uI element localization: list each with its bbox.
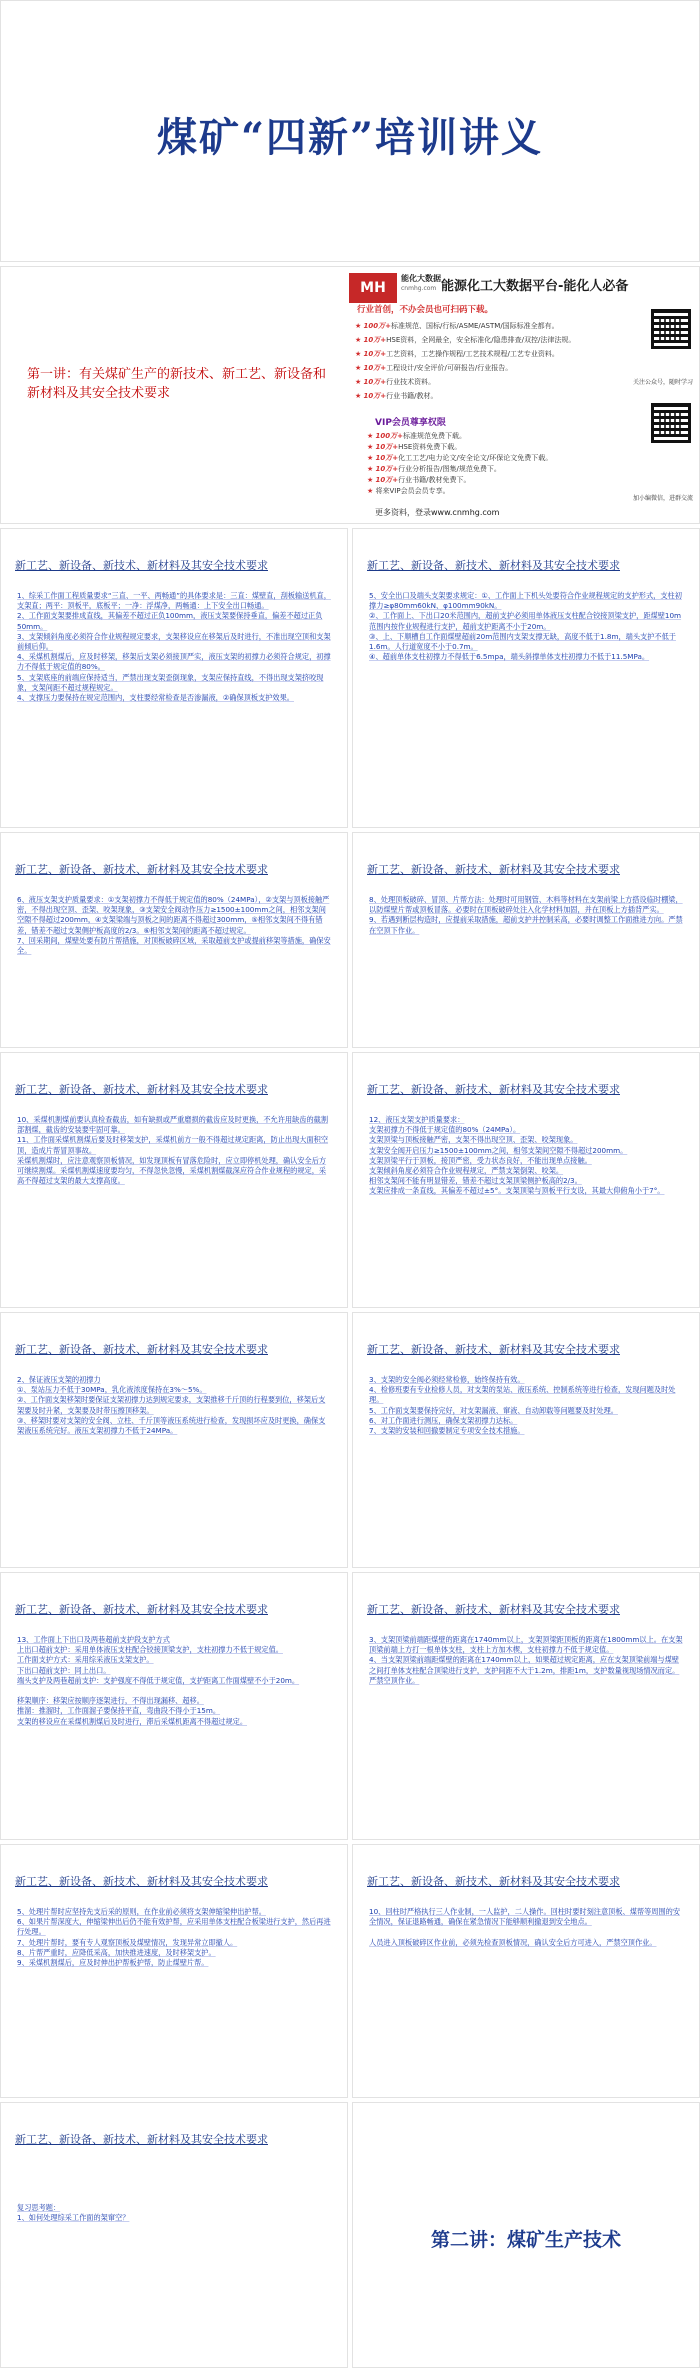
ad-item: ★ 100万+标准规范、国标/行标/ASME/ASTM/国际标准全都有。 [355, 322, 559, 330]
vip-items [367, 431, 637, 501]
slide-header: 新工艺、新设备、新技术、新材料及其安全技术要求 [15, 1083, 268, 1096]
slide-header: 新工艺、新设备、新技术、新材料及其安全技术要求 [15, 559, 268, 572]
vip-item: ★ 10万+HSE资料免费下载。 [367, 443, 462, 451]
ad-logo: MH [349, 273, 397, 303]
slide-body: 8、处理顶板破碎、冒顶、片帮方法：处理时可用钢管、木料等材料在支架前梁上方搭设临时棚梁，以防煤壁片帮或顶板冒落。必要时在顶板破碎处注入化学材料加固，并在顶板上方插背严实。 9、若遇到断层构造时，应提前采取措施，超前支护并控制采高，必要时调整工作面推进方向。严禁在空顶下作业。 [369, 895, 683, 935]
slide-body: 12、液压支架支护质量要求： 支架初撑力不得低于规定值的80%（24MPa）。 支架顶梁与顶板接触严密，支架不得出现空顶、歪架、咬架现象。 支架安全阀开启压力≥1500±100mm之间，相邻支架间空隙不得超过200mm。 支架顶梁平行于顶板，接顶严密，受力状态良好，不能出现单点接触。 支架倾斜角度必须符合作业规程规定，严禁支架倒架、咬架。 相邻支架间不能有明显错差，错差不超过支架顶梁侧护板高的2/3。 支架应排成一条直线，其偏差不超过±5°。支架顶梁与顶板平行支设，其最大仰俯角小于7°。 [369, 1115, 665, 1196]
slide-header: 新工艺、新设备、新技术、新材料及其安全技术要求 [15, 1343, 268, 1356]
ad-headline: 能源化工大数据平台-能化人必备 [441, 279, 629, 294]
vip-item: ★ 10万+化工工艺/电力论文/安全论文/环保论文免费下载。 [367, 454, 553, 462]
ad-items [355, 321, 651, 411]
qr1-caption: 关注公众号，随时学习 [633, 379, 694, 386]
slide-body: 3、支架顶梁前端距煤壁的距离在1740mm以上，支架顶梁距顶板的距离在1800mm以上。在支架顶梁前端上方打一根单体支柱，支柱上方加木楔，支柱初撑力不低于规定值。 4、当支架顶梁前端距煤壁的距离在1740mm以上，如果超过规定距离，应在支架顶梁前端与煤壁之间打单体支柱配合顶梁进行支护，支护间距不大于1.2m，排距1m，支护数量视现场情况而定。严禁空顶作业。 [369, 1635, 683, 1685]
ad-sub-headline: 行业首创，不办会员也可扫码下载。 [357, 305, 494, 315]
ad-item: ★ 10万+行业技术资料。 [355, 378, 436, 386]
slide-body: 3、支架的安全阀必须经常检修，始终保持有效。 4、检修班要有专业检修人员，对支架的泵站、液压系统、控制系统等进行检查，发现问题及时处理。 5、工作面支架要保持完好，对支架漏液、窜液、自动卸载等问题要及时处理。 6、对工作面进行测压，确保支架初撑力达标。 7、支架的安装和回撤要制定专项安全技术措施。 [369, 1375, 676, 1436]
slide-header: 新工艺、新设备、新技术、新材料及其安全技术要求 [15, 2133, 268, 2146]
vip-item: ★ 10万+行业书籍/教材免费下。 [367, 476, 471, 484]
slide-body: 5、安全出口及端头支架要求规定：①、工作面上下机头处要符合作业规程规定的支护形式，支柱初撑力≥φ80mm60kN、φ100mm90kN。 ②、工作面上、下出口20米范围内，超前支护必须用单体液压支柱配合铰接顶梁支护，距煤壁10m范围内按作业规程进行支护，超前支护距离不小于20m。 ③、上、下顺槽自工作面煤壁超前20m范围内支架支撑无缺，高度不低于1.8m，端头支护不低于1.6m。人行道宽度不小于0.7m。 ④、超前单体支柱初撑力不得低于6.5mpa，端头斜撑单体支柱初撑力不低于11.5MPa。 [369, 591, 682, 662]
slide-body: 10、回柱时严格执行三人作业制，一人监护，二人操作。回柱时要时刻注意顶板、煤帮等周围的安全情况，保证退路畅通，确保在紧急情况下能够顺利撤退到安全地点。 人员进入顶板破碎区作业前，必须先检查顶板情况，确认安全后方可进入，严禁空顶作业。 [369, 1907, 681, 1947]
content-slide [0, 528, 348, 828]
qr-code-2 [651, 403, 691, 443]
slide-header: 新工艺、新设备、新技术、新材料及其安全技术要求 [367, 1083, 620, 1096]
ad-logo-text: 能化大数据 [401, 274, 441, 283]
ad-item: ★ 10万+行业书籍/教材。 [355, 392, 438, 400]
ad-item: ★ 10万+工程设计/安全评价/可研报告/行业报告。 [355, 364, 513, 372]
slide-body: 10、采煤机割煤前要认真检查截齿，如有缺损或严重磨损的截齿应及时更换，不允许用缺齿的截割部割煤，截齿的安装要牢固可靠。 11、工作面采煤机割煤后要及时移架支护，采煤机前方一般不得超过规定距离，防止出现大面积空顶，造成片帮冒顶事故。 采煤机割煤时，应注意观察顶板情况，如发现顶板有冒落危险时，应立即停机处理，确认安全后方可继续割煤。采煤机割煤速度要均匀，不得忽快忽慢，采煤机割煤截深应符合作业规程的规定，采高不得超过支架的最大支撑高度。 [17, 1115, 329, 1186]
slide-body: 13、工作面上下出口及两巷超前支护段支护方式 上出口超前支护：采用单体液压支柱配合铰接顶梁支护，支柱初撑力不低于规定值。 工作面支护方式：采用综采液压支架支护。 下出口超前支护：同上出口。 端头支护及两巷超前支护：支护强度不得低于规定值，支护距离工作面煤壁不小于20m。 移架顺序：移架应按顺序逐架进行，不得出现漏移、超移。 推溜：推溜时，工作面溜子要保持平直，弯曲段不得小于15m。 支架的移设应在采煤机割煤后及时进行，滞后采煤机距离不得超过规定。 [17, 1635, 300, 1726]
lecture2-slide [352, 2102, 700, 2368]
ad-logo-url: cnmhg.com [401, 285, 437, 292]
ad-panel [349, 267, 700, 524]
slide-body: 6、液压支架支护质量要求：①支架初撑力不得低于规定值的80%（24MPa），②支架与顶板接触严密，不得出现空顶、歪架、咬架现象，③支架安全阀动作压力≥1500±100mm之间，相邻支架间空隙不得超过200mm，④支架梁端与顶板之间的距离不得超过300mm，⑤相邻支架间不得有错差，错差不超过支架侧护板高度的2/3。⑥相邻支架间的距离不超过规定。 7、回采期间，煤壁处要有防片帮措施，对顶板破碎区域，采取超前支护或提前移架等措施，确保安全。 [17, 895, 331, 956]
content-slide [352, 1572, 700, 1840]
qr2-caption: 加小编微信，进群交流 [633, 495, 694, 502]
lecture1-slide [0, 266, 700, 524]
slide-body: 2、保证液压支架的初撑力 ①、泵站压力不低于30MPa，乳化液浓度保持在3%～5%。 ②、工作面支架移架时要保证支架初撑力达到规定要求，支架推移千斤顶的行程要到位，移架后支架要及时升紧，支架要及时带压擦顶移架。 ③、移架时要对支架的安全阀、立柱、千斤顶等液压系统进行检查，发现损坏应及时更换，确保支架液压系统完好。液压支架初撑力不低于24MPa。 [17, 1375, 326, 1436]
cover-title: 煤矿“四新”培训讲义 [156, 114, 543, 161]
content-slide [0, 1844, 348, 2098]
content-slide [352, 1844, 700, 2098]
content-slide [352, 832, 700, 1048]
slide-header: 新工艺、新设备、新技术、新材料及其安全技术要求 [367, 1343, 620, 1356]
vip-item: ★ 100万+标准规范免费下载。 [367, 432, 466, 440]
vip-item: ★ 将来VIP会员会员专享。 [367, 487, 450, 495]
content-slide [0, 1052, 348, 1308]
content-slide [352, 1312, 700, 1568]
content-slide [0, 1572, 348, 1840]
cover-slide [0, 0, 700, 262]
slide-header: 新工艺、新设备、新技术、新材料及其安全技术要求 [367, 863, 620, 876]
slide-body: 复习思考题： 1、如何处理综采工作面的架窜空？ [17, 2203, 130, 2223]
content-slide [0, 832, 348, 1048]
vip-item: ★ 10万+行业分析报告/图集/规范免费下。 [367, 465, 501, 473]
lecture2-title: 第二讲：煤矿生产技术 [430, 2229, 621, 2251]
slide-body: 1、综采工作面工程质量要求“三直、一平、两畅通”的具体要求是：三直：煤壁直，刮板输送机直，支架直；两平：顶板平，底板平；一净：浮煤净，两畅通：上下安全出口畅通。 2、工作面支架要排成直线，其偏差不超过正负100mm，液压支架要保持垂直，偏差不超过正负50mm。 3、支架倾斜角度必须符合作业规程规定要求，支架移设应在移架后及时进行，不准出现空顶和支架前倾后仰。 4、采煤机割煤后，应及时移架，移架后支架必须接顶严实，液压支架的初撑力必须符合规定，初撑力不得低于规定值的80%。 5、支架底座的前端应保持适当，严禁出现支架歪倒现象，支架应保持直线，不得出现支架挤咬现象，支架间距不超过规程规定。 4、支撑压力要保持在规定范围内，支柱要经常检查是否渗漏液，②确保顶板支护效果。 [17, 591, 331, 703]
content-slide [0, 2102, 348, 2368]
ad-footer-link[interactable]: 更多资料，登录www.cnmhg.com [375, 508, 500, 517]
slide-header: 新工艺、新设备、新技术、新材料及其安全技术要求 [15, 1875, 268, 1888]
vip-title: VIP会员尊享权限 [375, 418, 446, 428]
qr-code-1 [651, 309, 691, 349]
slide-header: 新工艺、新设备、新技术、新材料及其安全技术要求 [15, 863, 268, 876]
ad-item: ★ 10万+工艺资料，工艺操作规程/工艺技术规程/工艺专业资料。 [355, 350, 559, 358]
slide-header: 新工艺、新设备、新技术、新材料及其安全技术要求 [15, 1603, 268, 1616]
lecture1-title: 第一讲：有关煤矿生产的新技术、新工艺、新设备和新材料及其安全技术要求 [27, 367, 327, 401]
ad-item: ★ 10万+HSE资料，全网最全，安全标准化/隐患排查/双控/法律法规。 [355, 336, 576, 344]
slide-body: 5、处理片帮时应坚持先支后采的原则，在作业前必须将支架伸缩梁伸出护帮。 6、如果片帮深度大，伸缩梁伸出后仍不能有效护帮，应采用单体支柱配合板梁进行支护，然后再进行处理。 7、处理片帮时，要有专人观察顶板及煤壁情况，发现异常立即撤人。 8、片帮严重时，应降低采高，加快推进速度，及时移架支护。 9、采煤机割煤后，应及时伸出护帮板护帮，防止煤壁片帮。 [17, 1907, 331, 1968]
slide-header: 新工艺、新设备、新技术、新材料及其安全技术要求 [367, 1875, 620, 1888]
slide-header: 新工艺、新设备、新技术、新材料及其安全技术要求 [367, 1603, 620, 1616]
content-slide [352, 528, 700, 828]
content-slide [0, 1312, 348, 1568]
content-slide [352, 1052, 700, 1308]
slide-header: 新工艺、新设备、新技术、新材料及其安全技术要求 [367, 559, 620, 572]
